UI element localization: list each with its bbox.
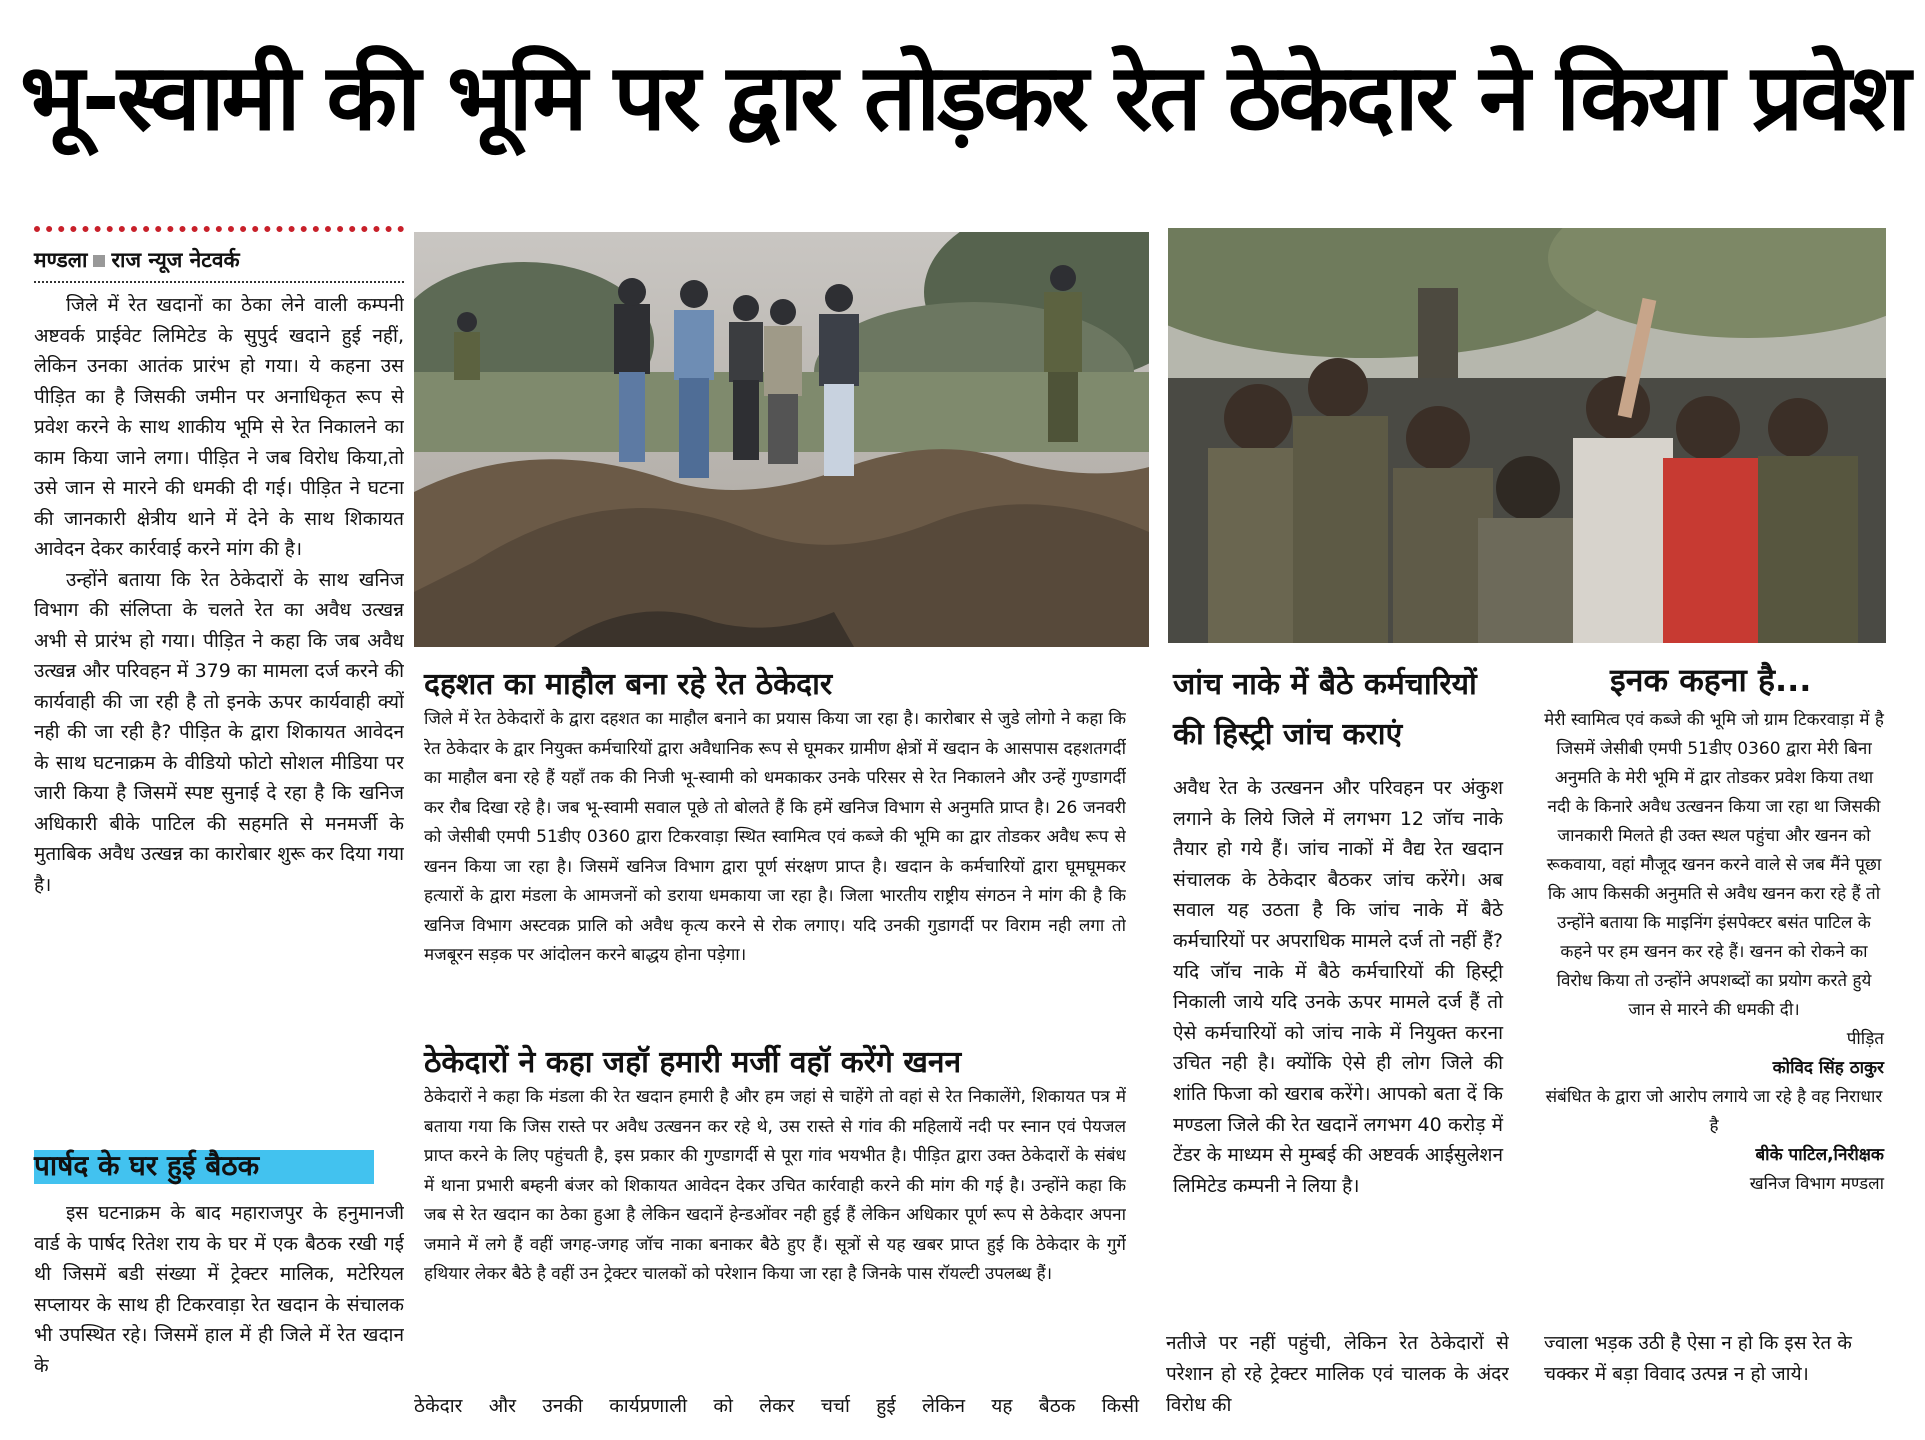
photo-sand-site-image [414, 232, 1149, 647]
byline-network: राज न्यूज नेटवर्क [111, 248, 240, 272]
subhead-meeting: पार्षद के घर हुई बैठक [34, 1149, 260, 1182]
paragraph: जिले में रेत ठेकेदारों के द्वारा दहशत का माहौल बनाने का प्रयास किया जा रहा है। कारोबार से जुडे लोगो ने कहा कि रेत ठेकेदार के द्वार नियुक्त कर्मचारियों द्वारा अवैधानिक रूप से घूमकर ग्रामीण क्षेत्रों में खदान के आसपास दहशतगर्दी का माहौल बना रहे हैं यहाँ तक की निजी भू-स्वामी को धमकाकर उनके परिसर से रेत निकालने और उन्हें गुण्डागर्दी कर रौब दिखा रहे है। जब भू-स्वामी सवाल पूछे तो बोलते हैं कि हमें खनिज विभाग से अनुमति प्राप्त है। 26 जनवरी को जेसीबी एमपी 51डीए 0360 द्वारा टिकरवाड़ा स्थित स्वामित्व एवं कब्जे की भूमि का द्वार तोडकर अवैध रूप से खनन किया जा रहा है। जिसमें खनिज विभाग द्वारा पूर्ण संरक्षण प्राप्त है। खदान के कर्मचारियों द्वारा घूमघूमकर हत्यारों के द्वारा मंडला के आमजनों को डराया धमकाया जा रहा है। जिला भारतीय राष्ट्रीय संगठन ने मांग की है कि खनिज विभाग अस्टवक्र प्रालि को अवैध कृत्य करने से रोक लगाए। यदि उनकी गुडागर्दी पर विराम नही लगा तो मजबूरन सड़क पर आंदोलन करने बाद्धय होना पड़ेगा। [424, 709, 1126, 965]
statements-bottom-text: ज्वाला भड़क उठी है ऐसा न हो कि इस रेत के चक्कर में बड़ा विवाद उत्पन्न न हो जाये। [1544, 1332, 1852, 1385]
middle-bottom-line: ठेकेदार और उनकी कार्यप्रणाली को लेकर चर्चा हुई लेकिन यह बैठक किसी [414, 1395, 1139, 1417]
middle-text-1 [424, 705, 1126, 1025]
heading-contractors: ठेकेदारों ने कहा जहॉ हमारी मर्जी वहॉ करेंगे खनन [424, 1045, 962, 1080]
middle-text-2 [424, 1083, 1126, 1353]
headline: भू-स्वामी की भूमि पर द्वार तोड़कर रेत ठेकेदार ने किया प्रवेश [20, 44, 1909, 151]
victim-name: कोविद सिंह ठाकुर [1772, 1058, 1884, 1078]
divider-dots [34, 281, 404, 283]
decorative-dots [34, 226, 404, 232]
byline [34, 246, 240, 274]
paragraph: ठेकेदारों ने कहा कि मंडला की रेत खदान हमारी है और हम जहां से चाहेंगे तो वहां से रेत निकालेंगे, शिकायत पत्र में बताया गया कि जिस रास्ते पर अवैध उत्खनन कर रहे थे, उस रास्ते से गांव की महिलायें नदी पर स्नान एवं पेयजल प्राप्त करने के लिए पहुंचती है, इस प्रकार की गुण्डागर्दी से पूरा गांव भयभीत है। पीड़ित द्वारा उक्त ठेकेदारों के संबंध में थाना प्रभारी बम्हनी बंजर को शिकायत आवेदन देकर उचित कार्रवाही करने की मांग की गई है। उन्होंने कहा कि जब से रेत खदान का ठेका हुआ है लेकिन खदानें हेन्डओंवर नही हुई हैं लेकिन अधिकार पूर्ण रूप से ठेकेदार अपना जमाने में लगे हैं वहीं जगह-जगह जॉच नाका बनाकर बैठे हुए हैं। सूत्रों से यह खबर प्राप्त हुई कि ठेकेदार के गुर्गे हथियार लेकर बैठे है वहीं उन ट्रेक्टर चालकों को परेशान किया जा रहा है जिनके पास रॉयल्टी उपलब्ध हैं। [424, 1087, 1126, 1284]
heading-checkpost: जांच नाके में बैठे कर्मचारियों की हिस्ट्री जांच कराएं [1173, 667, 1477, 752]
heading-terror: दहशत का माहौल बना रहे रेत ठेकेदार [424, 667, 833, 702]
paragraph: जिले में रेत खदानों का ठेका लेने वाली कम्पनी अष्टवर्क प्राईवेट लिमिटेड के सुपुर्द खदाने हुई नहीं, लेकिन उनका आतंक प्रारंभ हो गया। ये कहना उस पीड़ित का है जिसकी जमीन पर अनाधिकृत रूप से प्रवेश करने के साथ शाकीय भूमि से रेत निकालने का काम किया जाने लगा। पीड़ित ने जब विरोध किया,तो उसे जान से मारने की धमकी दी गई। पीड़ित ने घटना की जानकारी क्षेत्रीय थाने में देने के साथ शिकायत आवेदन देकर कार्रवाई करने मांग की है। [34, 294, 404, 560]
checkpost-bottom-text: नतीजे पर नहीं पहुंची, लेकिन रेत ठेकेदारों से परेशान हो रहे ट्रेक्टर मालिक एवं चालक के अंदर विरोध की [1166, 1332, 1509, 1416]
inspector-dept: खनिज विभाग मण्डला [1749, 1174, 1884, 1194]
meeting-text [34, 1198, 404, 1430]
heading-statements: इनक कहना है... [1610, 661, 1812, 699]
statements-block [1544, 706, 1884, 1199]
paragraph: उन्होंने बताया कि रेत ठेकेदारों के साथ खनिज विभाग की संलिप्ता के चलते रेत का अवैध उत्खन्न अभी से प्रारंभ हो गया। पीड़ित ने कहा कि जब अवैध उत्खन्न और परिवहन में 379 का मामला दर्ज करने की कार्यवाही की जा रही है तो इनके ऊपर कार्यवाही क्यों नही की जा रही है? पीड़ित के द्वारा शिकायत आवेदन के साथ घटनाक्रम के वीडियो फोटो सोशल मीडिया पर जारी किया है जिसमें स्पष्ट सुनाई दे रहा है कि खनिज अधिकारी बीके पाटिल की सहमति से मनमर्जी के मुताबिक अवैध उत्खन्न का कारोबार शुरू कर दिया गया है। [34, 568, 404, 896]
inspector-name: बीके पाटिल,निरीक्षक [1755, 1145, 1884, 1165]
paragraph: इस घटनाक्रम के बाद महाराजपुर के हनुमानजी वार्ड के पार्षद रितेश राय के घर में एक बैठक रखी गई थी जिसमें बडी संख्या में ट्रेक्टर मालिक, मटेरियल सप्लायर के साथ ही टिकरवाड़ा रेत खदान के संचालक भी उपस्थित रहे। जिसमें हाल में ही जिले में रेत खदान के [34, 1202, 404, 1377]
square-icon [93, 255, 105, 267]
left-column-text [34, 290, 404, 1128]
victim-role: पीड़ित [1846, 1029, 1884, 1049]
checkpost-text [1173, 773, 1503, 1319]
photo-crowd-image [1168, 228, 1886, 643]
photo-crowd [1168, 228, 1886, 643]
photo-sand-site [414, 232, 1149, 647]
byline-place: मण्डला [34, 248, 88, 272]
quote-victim: मेरी स्वामित्व एवं कब्जे की भूमि जो ग्राम टिकरवाड़ा में है जिसमें जेसीबी एमपी 51डीए 0360 द्वारा मेरी बिना अनुमति के मेरी भूमि में द्वार तोडकर प्रवेश किया तथा नदी के किनारे अवैध उत्खनन किया जा रहा था जिसकी जानकारी मिलते ही उक्त स्थल पहुंचा और खनन को रूकवाया, वहां मौजूद खनन करने वाले से जब मैंने पूछा कि आप किसकी अनुमति से अवैध खनन करा रहे हैं तो उन्होंने बताया कि माइनिंग इंसपेक्टर बसंत पाटिल के कहने पर हम खनन कर रहे हैं। खनन को रोकने का विरोध किया तो उन्होंने अपशब्दों का प्रयोग करते हुये जान से मारने की धमकी दी। [1544, 710, 1884, 1020]
paragraph: अवैध रेत के उत्खनन और परिवहन पर अंकुश लगाने के लिये जिले में लगभग 12 जॉच नाके तैयार हो गये हैं। जांच नाकों में वैद्य रेत खदान संचालक के ठेकेदार बैठकर जांच करेंगे। अब सवाल यह उठता है कि जांच नाके में बैठे कर्मचारियों पर अपराधिक मामले दर्ज तो नहीं हैं? यदि जॉच नाके में बैठे कर्मचारियों की हिस्ट्री निकाली जाये यदि उनके ऊपर मामले दर्ज हैं तो ऐसे कर्मचारियों को जांच नाके में नियुक्त करना उचित नही है। क्योंकि ऐसे ही लोग जिले की शांति फिजा को खराब करेंगे। आपको बता दें कि मण्डला जिले की रेत खदानें लगभग 40 करोड़ में टेंडर के माध्यम से मुम्बई की अष्टवर्क आईसुलेशन लिमिटेड कम्पनी ने लिया है। [1173, 777, 1503, 1197]
quote-inspector: संबंधित के द्वारा जो आरोप लगाये जा रहे है वह निराधार है [1545, 1087, 1883, 1136]
